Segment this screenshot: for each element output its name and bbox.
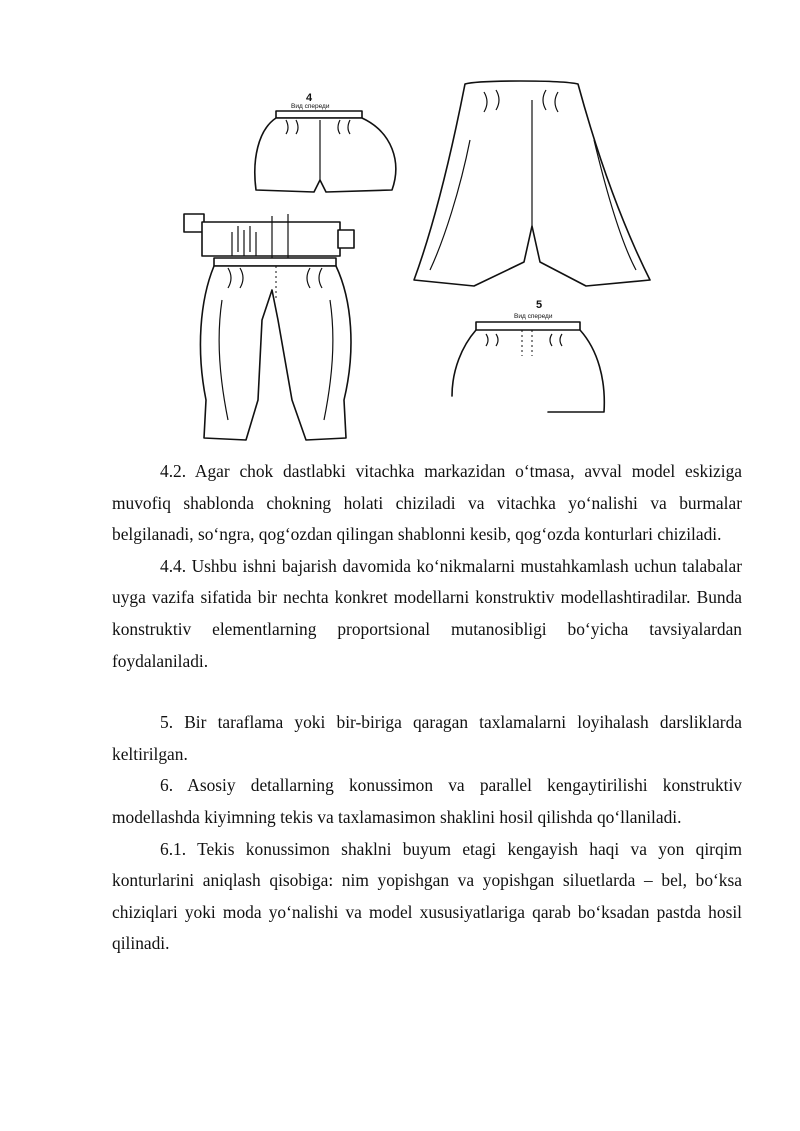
pattern-5-shorts — [452, 299, 604, 412]
pattern-4-number: 4 — [306, 92, 313, 104]
pattern-4-shorts — [255, 92, 396, 192]
paragraph-4-2: 4.2. Agar chok dastlabki vitachka markazidan o‘tmasa, avval model eskiziga muvofiq shablonda chokning holati chiziladi va vitachka yo‘nalishi va burmalar belgilanadi, so‘ngra, qog‘ozdan qilingan shablonni kesib, qog‘ozda konturlari chiziladi. — [112, 461, 742, 545]
paragraph-5: 5. Bir taraflama yoki bir-biriga qaragan taxlamalarni loyihalash darsliklarda keltirilgan. — [112, 712, 742, 764]
paragraph-6-1: 6.1. Tekis konussimon shaklni buyum etagi kengayish haqi va yon qirqim konturlarini aniqlash qisobiga: nim yopishgan va yopishgan siluetlarda – bel, bo‘ksa chiziqlari yoki moda yo‘nalishi va model xususiyatlariga qarab bo‘ksadan pastda hosil qilinadi. — [112, 838, 742, 954]
pattern-4-caption: Вид спереди — [291, 103, 330, 110]
paragraph-6: 6. Asosiy detallarning konussimon va parallel kengaytirilishi konstruktiv modellashda kiyimning tekis va taxlamasimon shaklini hosil qilishda qo‘llaniladi. — [112, 775, 742, 827]
pattern-5-caption: Вид спереди — [514, 313, 553, 320]
body-text — [112, 456, 742, 960]
garment-pattern-drawing — [0, 0, 800, 450]
pattern-flared-trousers — [414, 81, 650, 286]
paragraph-4-4: 4.4. Ushbu ishni bajarish davomida ko‘nikmalarni mustahkamlash uchun talabalar uyga vazifa sifatida bir nechta konkret modellarni konstruktiv modellashtiradilar. Bunda konstruktiv elementlarning proportsional mutanosibligi bo‘yicha tavsiyalardan foydalaniladi. — [112, 555, 742, 671]
garment-pattern-figure — [0, 0, 800, 450]
pattern-5-number: 5 — [536, 299, 543, 311]
pattern-jumpsuit — [184, 214, 354, 440]
